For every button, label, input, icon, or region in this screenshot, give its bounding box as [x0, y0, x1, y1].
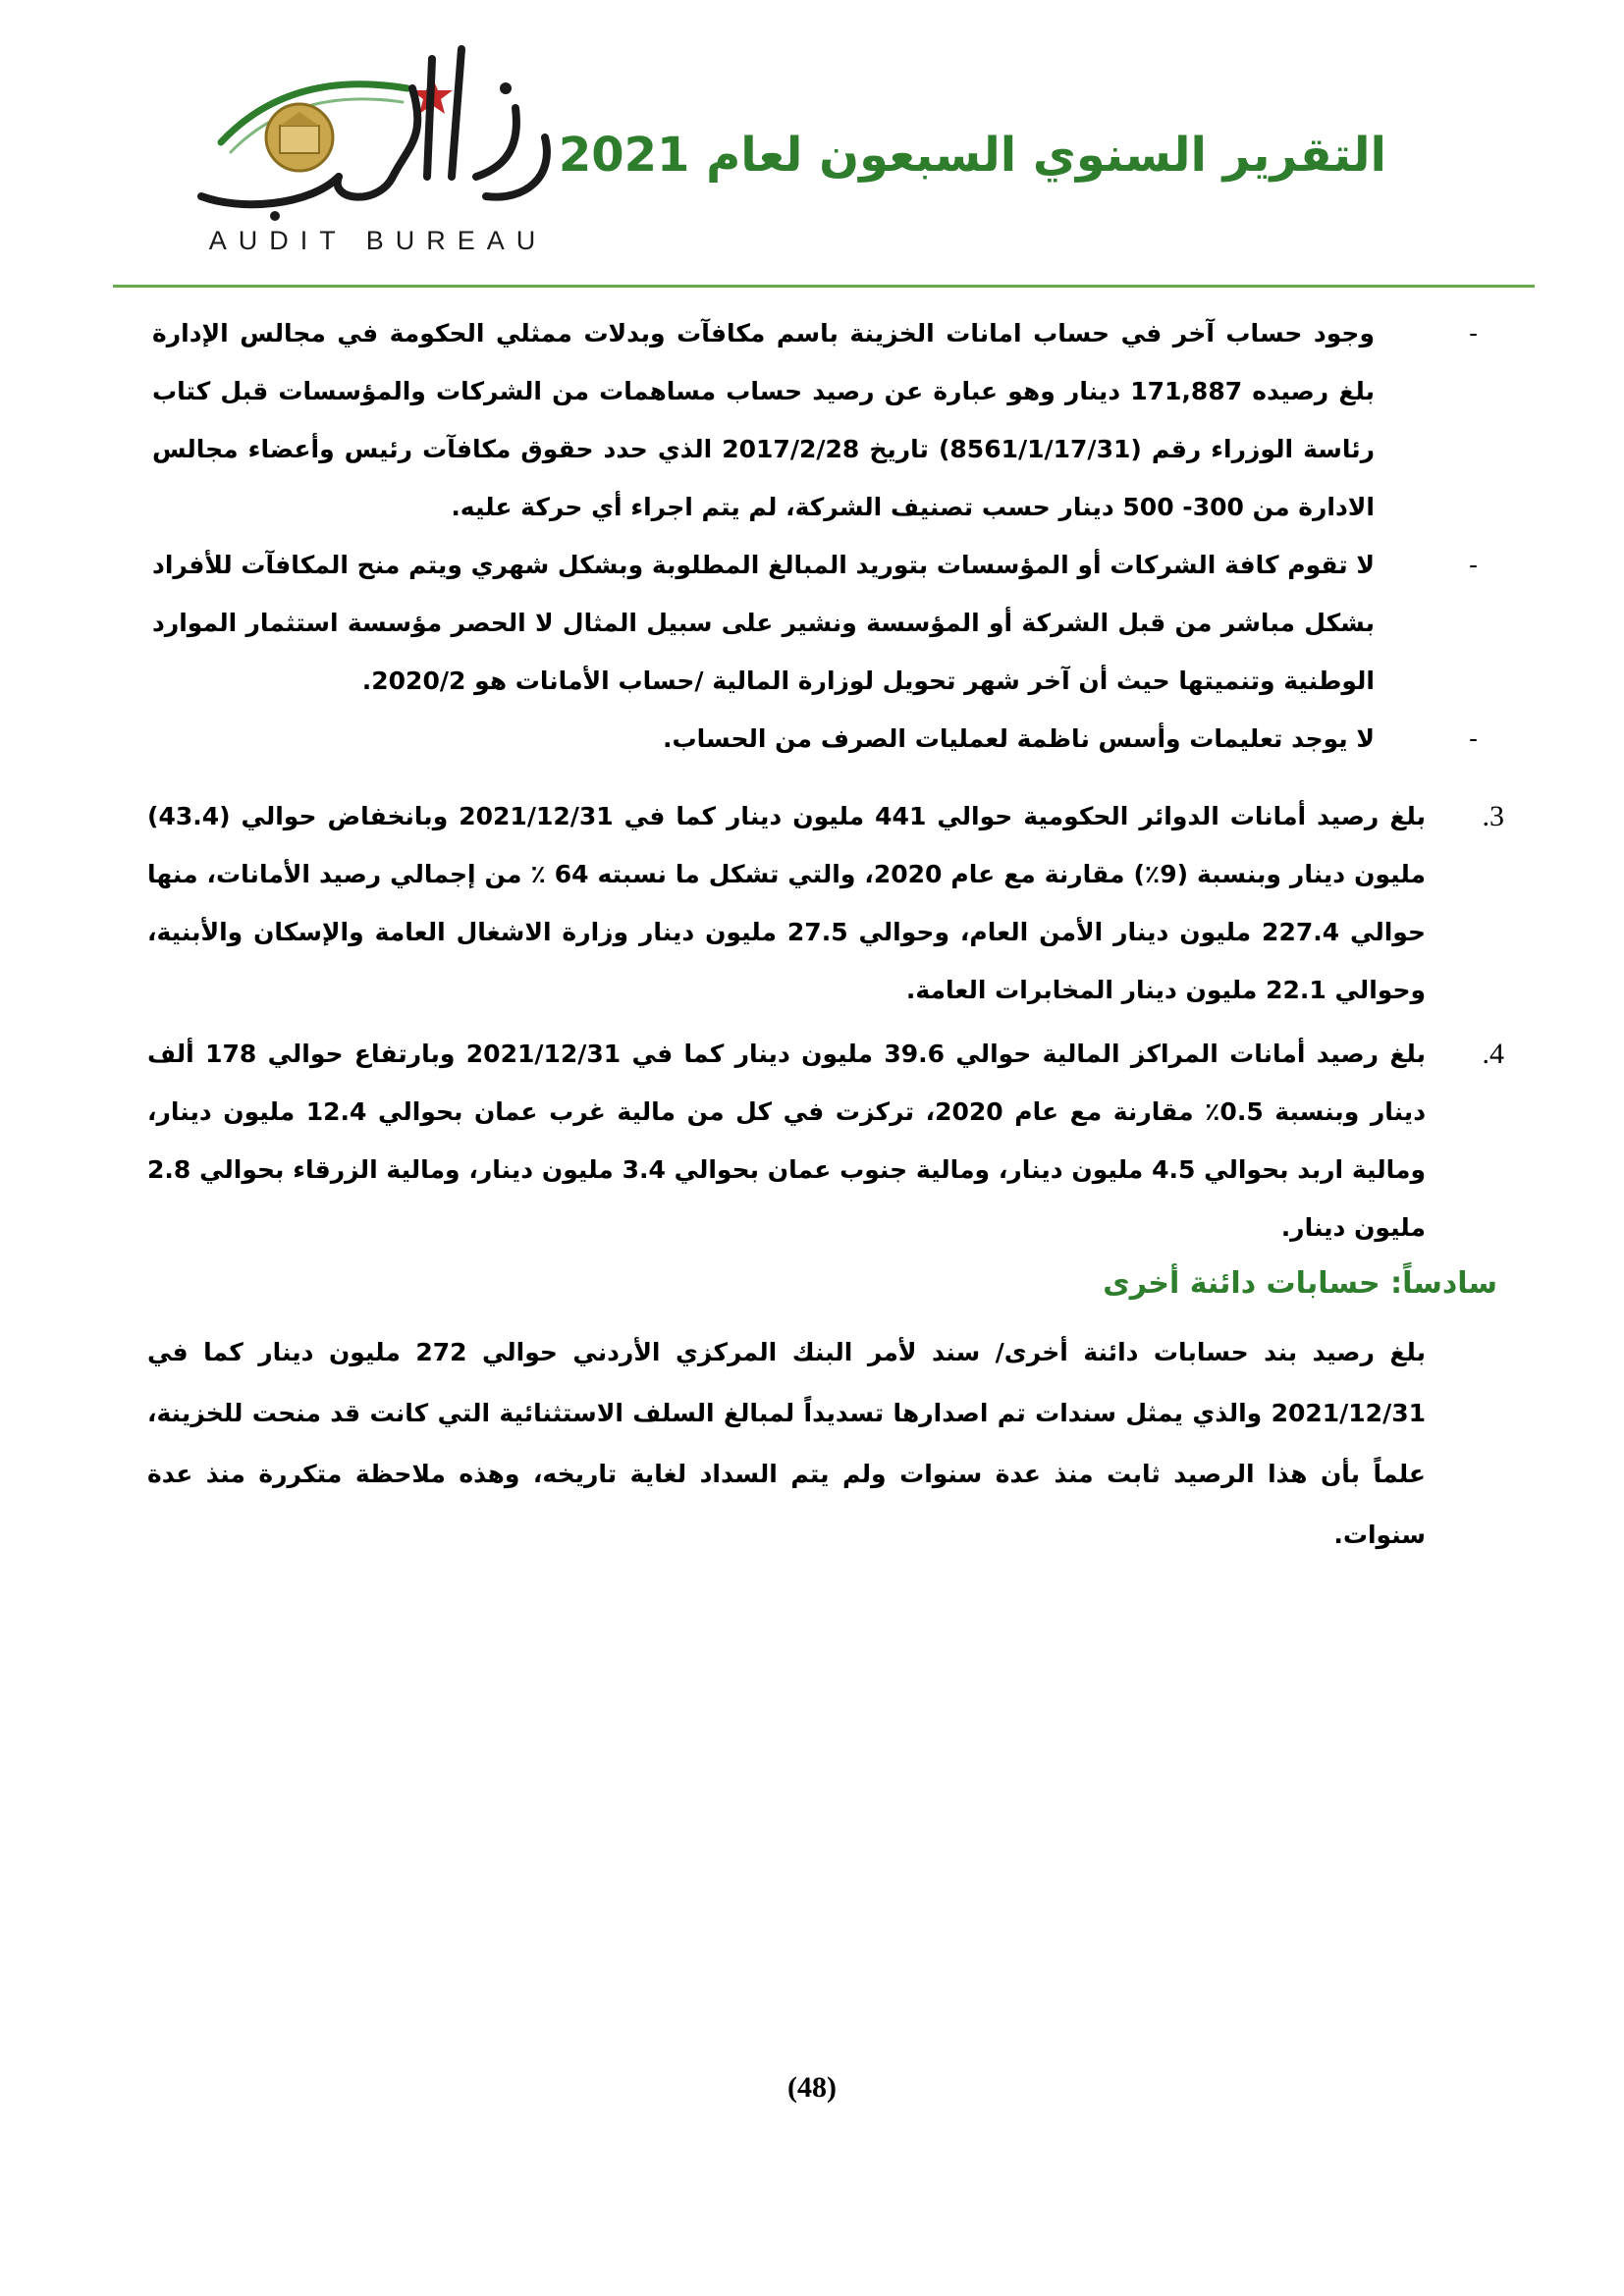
- section-paragraph: بلغ رصيد بند حسابات دائنة أخرى/ سند لأمر البنك المركزي الأردني حوالي 272 مليون دينار كما في 2021/12/31 والذي يمثل سندات تم اصدارها تسديداً لمبالغ السلف الاستثنائية التي كانت قد منحت للخزينة، علماً بأن هذا الرصيد ثابت منذ عدة سنوات ولم يتم السداد لغاية تاريخه، وهذه ملاحظة متكررة منذ عدة سنوات.: [147, 1338, 1426, 1549]
- bullet-dash: -: [1468, 724, 1478, 753]
- list-item: [152, 304, 1478, 536]
- bullet-text: لا يوجد تعليمات وأسس ناظمة لعمليات الصرف من الحساب.: [663, 724, 1375, 753]
- bullet-list: [147, 304, 1497, 768]
- logo-caption: AUDIT BUREAU: [208, 226, 548, 255]
- bullet-text: وجود حساب آخر في حساب امانات الخزينة باسم مكافآت وبدلات ممثلي الحكومة في مجالس الإدارة بلغ رصيده 171,887 دينار وهو عبارة عن رصيد حساب مساهمات من الشركات والمؤسسات قبل كتاب رئاسة الوزراء رقم (8561/1/17/31) تاريخ 2017/2/28 الذي حدد حقوق مكافآت رئيس وأعضاء مجالس الادارة من 300- 500 دينار حسب تصنيف الشركة، لم يتم اجراء أي حركة عليه.: [152, 319, 1376, 521]
- bullet-dash: -: [1468, 551, 1478, 579]
- report-title: التقرير السنوي السبعون لعام 2021: [558, 128, 1386, 183]
- audit-bureau-logo: [182, 29, 574, 260]
- section-heading: سادساً: حسابات دائنة أخرى: [1103, 1266, 1497, 1301]
- bullet-text: لا تقوم كافة الشركات أو المؤسسات بتوريد المبالغ المطلوبة وبشكل شهري ويتم منح المكافآت للأفراد بشكل مباشر من قبل الشركة أو المؤسسة ونشير على سبيل المثال لا الحصر مؤسسة استثمار الموارد الوطنية وتنميتها حيث أن آخر شهر تحويل لوزارة المالية /حساب الأمانات هو 2020/2.: [152, 551, 1375, 695]
- list-item: [147, 1025, 1504, 1256]
- bullet-dash: -: [1468, 319, 1478, 347]
- item-text: بلغ رصيد أمانات المراكز المالية حوالي 39.6 مليون دينار كما في 2021/12/31 وبارتفاع حوالي 178 ألف دينار وبنسبة 0.5٪ مقارنة مع عام 2020، تركزت في كل من مالية غرب عمان بحوالي 12.4 مليون دينار، ومالية اربد بحوالي 4.5 مليون دينار، ومالية جنوب عمان بحوالي 3.4 مليون دينار، ومالية الزرقاء بحوالي 2.8 مليون دينار.: [147, 1040, 1427, 1242]
- header-divider: [113, 285, 1535, 288]
- list-item: [152, 710, 1478, 768]
- list-item: [152, 536, 1478, 710]
- numbered-list: [147, 787, 1504, 1256]
- list-item: [147, 787, 1504, 1019]
- page-body: [147, 304, 1504, 1566]
- item-number: 4.: [1482, 1038, 1504, 1070]
- logo-emblem-icon: [182, 29, 574, 226]
- page-number: (48): [787, 2071, 837, 2104]
- item-number: 3.: [1482, 800, 1504, 832]
- item-text: بلغ رصيد أمانات الدوائر الحكومية حوالي 441 مليون دينار كما في 2021/12/31 وبانخفاض حوالي (43.4) مليون دينار وبنسبة (9٪) مقارنة مع عام 2020، والتي تشكل ما نسبته 64 ٪ من إجمالي رصيد الأمانات، منها حوالي 227.4 مليون دينار الأمن العام، وحوالي 27.5 مليون دينار وزارة الاشغال العامة والإسكان والأبنية، وحوالي 22.1 مليون دينار المخابرات العامة.: [147, 802, 1427, 1004]
- page-header: [0, 0, 1624, 294]
